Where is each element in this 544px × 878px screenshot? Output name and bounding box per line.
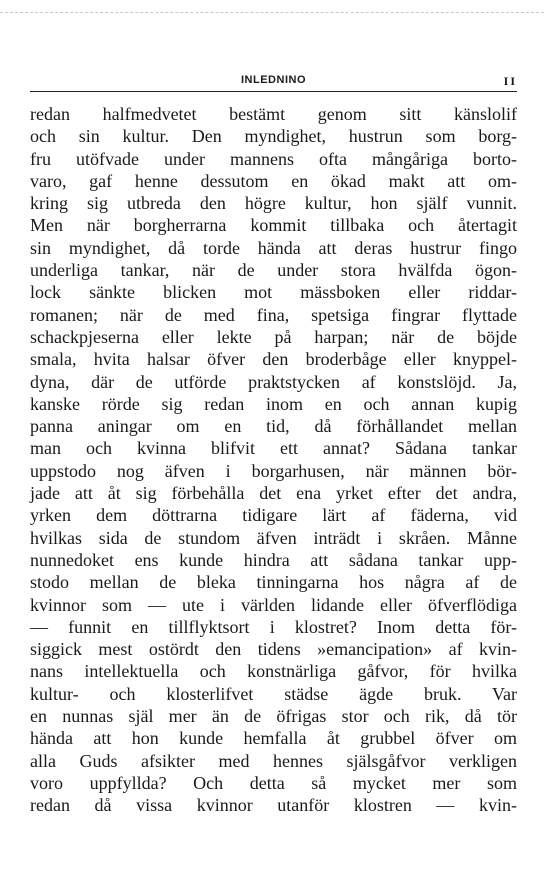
running-header	[30, 74, 517, 92]
text-line: dyna, där de utförde praktstycken af konstslöjd. Ja,	[30, 371, 517, 392]
text-line: varo, gaf henne dessutom en ökad makt att om-	[30, 170, 517, 191]
text-line: redan halfmedvetet bestämt genom sitt känslolif	[30, 104, 517, 124]
text-line: nans intellektuella och konstnärliga gåfvor, för hvilka	[30, 661, 517, 682]
text-line: uppstodo nog äfven i borgarhusen, när männen bör-	[30, 460, 517, 481]
header-title: INLEDNINO	[241, 74, 306, 86]
text-line: romanen; när de med fina, spetsiga fingrar flyttade	[30, 304, 517, 325]
text-line: panna aningar om en tid, då förhållandet mellan	[30, 416, 517, 437]
page-number: II	[503, 74, 517, 88]
body-text	[30, 103, 517, 817]
text-line: kultur- och klosterlifvet städse ägde bruk. Var	[30, 683, 517, 704]
text-line: en nunnas själ mer än de öfrigas stor och rik, då tör	[30, 706, 517, 727]
text-line: — funnit en tillflyktsort i klostret? Inom detta för-	[30, 616, 517, 637]
text-line: sin myndighet, då torde hända att deras hustrur fingo	[30, 237, 517, 258]
text-line: hända att hon kunde hemfalla åt grubbel öfver om	[30, 728, 517, 749]
text-line: kring sig utbreda den högre kultur, hon själf vunnit.	[30, 193, 517, 214]
text-line: Men när borgherrarna kommit tillbaka och återtagit	[30, 215, 517, 236]
text-line: och sin kultur. Den myndighet, hustrun som borg-	[30, 126, 517, 147]
text-line: voro uppfyllda? Och detta så mycket mer som	[30, 772, 517, 793]
text-line: jade att åt sig förbehålla det ena yrket efter det andra,	[30, 483, 517, 504]
text-line: siggick mest ostördt den tidens »emancipation» af kvin-	[30, 639, 517, 660]
header-rule	[30, 91, 517, 92]
text-line: smala, hvita halsar öfver den broderbåge eller knyppel-	[30, 349, 517, 370]
text-line: yrken dem döttrarna tidigare lärt af fäderna, vid	[30, 505, 517, 526]
top-edge-rule	[0, 12, 544, 13]
text-line: hvilkas sida de stundom äfven inträdt i skråen. Månne	[30, 527, 517, 548]
text-line: schackpjeserna eller lekte på harpan; när de böjde	[30, 326, 517, 347]
text-line: stodo mellan de bleka tinningarna hos några af de	[30, 572, 517, 593]
text-line: nunnedoket ens kunde hindra att sådana tankar upp-	[30, 549, 517, 570]
text-line: kanske rörde sig redan inom en och annan kupig	[30, 393, 517, 414]
text-line: underliga tankar, när de under stora hvälfda ögon-	[30, 260, 517, 281]
text-line: man och kvinna blifvit ett annat? Sådana tankar	[30, 438, 517, 459]
text-line: alla Guds afsikter med hennes själsgåfvor verkligen	[30, 750, 517, 771]
text-line: redan då vissa kvinnor utanför klostren — kvin-	[30, 795, 517, 816]
text-line: fru utöfvade under mannens ofta mångåriga borto-	[30, 148, 517, 169]
text-line: kvinnor som — ute i världen lidande eller öfverflödiga	[30, 594, 517, 615]
text-line: lock sänkte blicken mot mässboken eller riddar-	[30, 282, 517, 303]
